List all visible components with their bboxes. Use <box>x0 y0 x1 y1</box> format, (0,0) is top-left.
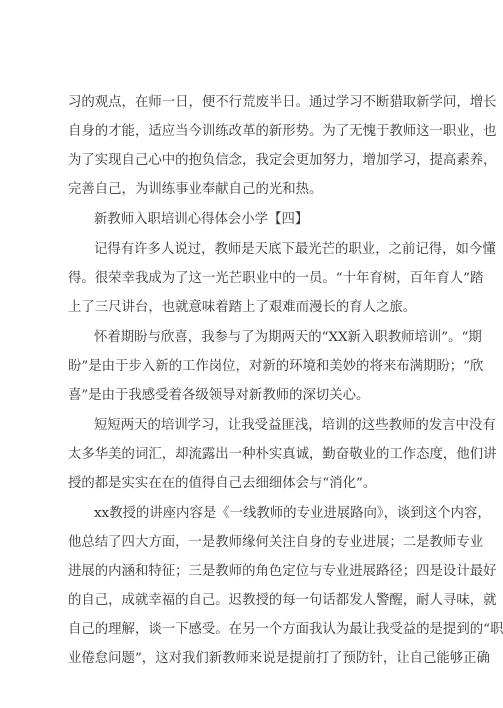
paragraph-line: 自己的理解，谈一下感受。在另一个方面我认为最让我受益的是提到的“职 <box>68 622 503 637</box>
paragraph-line: 为了实现自己心中的抱负信念，我定会更加努力，增加学习，提高素养， <box>68 153 497 168</box>
paragraph-line: 太多华美的词汇，却流露出一种朴实真诚，勤奋敬业的工作态度，他们讲 <box>68 447 497 462</box>
paragraph-line: 业倦怠问题”，这对我们新教师来说是提前打了预防针，让自己能够正确 <box>68 651 490 666</box>
paragraph-line: 盼”是由于步入新的工作岗位，对新的环境和美妙的将来布满期盼；“欣 <box>68 359 484 374</box>
paragraph-line: 完善自己，为训练事业奉献自己的光和热。 <box>68 182 323 197</box>
paragraph-line: 的自己，成就幸福的自己。迟教授的每一句话都发人警醒，耐人寻味，就 <box>68 593 497 608</box>
paragraph-line: 短短两天的培训学习，让我受益匪浅，培训的这些教师的发言中没有 <box>94 418 496 433</box>
paragraph-line: 上了三尺讲台，也就意味着踏上了艰难而漫长的育人之旅。 <box>68 300 417 315</box>
paragraph-line: 他总结了四大方面，一是教师缘何关注自身的专业进展；二是教师专业 <box>68 535 484 550</box>
paragraph-line: 喜”是由于我感受着各级领导对新教师的深切关心。 <box>68 388 370 403</box>
paragraph-line: 自身的才能，适应当今训练改革的新形势。为了无愧于教师这一职业，也 <box>68 124 497 139</box>
paragraph-line: 记得有许多人说过，教师是天底下最光芒的职业，之前记得，如今懂 <box>94 242 496 257</box>
paragraph-line: 进展的内涵和特征；三是教师的角色定位与专业进展路径；四是设计最好 <box>68 564 497 579</box>
paragraph-line: xx教授的讲座内容是《一线教师的专业进展路向》，谈到这个内容， <box>94 506 491 521</box>
paragraph-line: 习的观点，在师一日，便不行荒废半日。通过学习不断猎取新学问，增长 <box>68 95 497 110</box>
paragraph-line: 怀着期盼与欣喜，我参与了为期两天的“XX新入职教师培训”。“期 <box>94 330 482 345</box>
section-heading: 新教师入职培训心得体会小学【四】 <box>94 212 309 227</box>
paragraph-line: 得。很荣幸我成为了这一光芒职业中的一员。“十年育树，百年育人”踏 <box>68 271 484 286</box>
paragraph-line: 授的都是实实在在的值得自己去细细体会与“消化”。 <box>68 476 377 491</box>
